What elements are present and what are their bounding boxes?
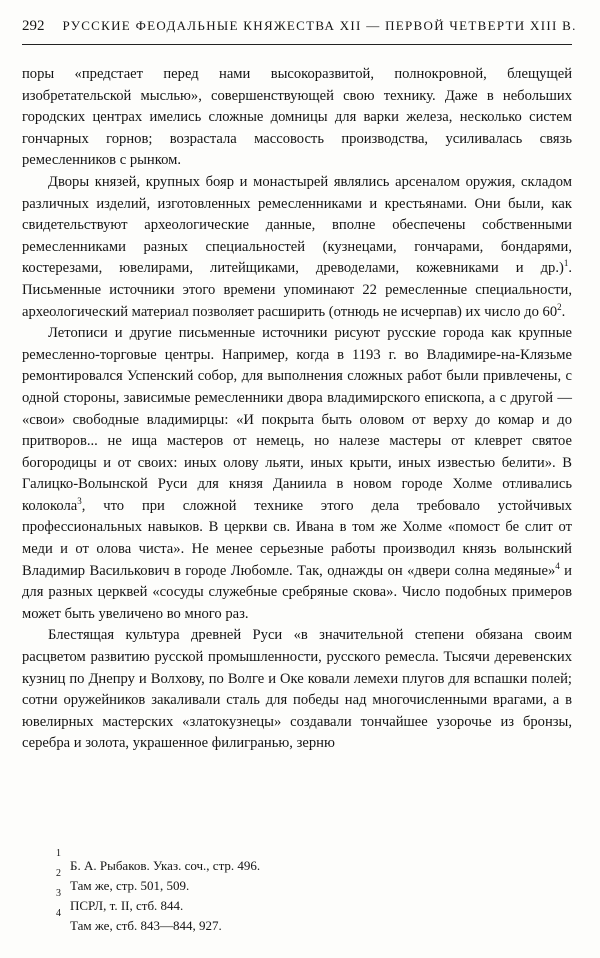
paragraph-3-text-cont: , что при сложной технике этого дела требовало устойчивых профессиональных навыков. В церкви св. Ивана в том же Холме «помост бе слит от меди и от олова чиста». Не менее серьезные работы производил князь волынский Владимир Василькович в городе Любомле. Так, однажды он «двери солна медяные» (22, 497, 572, 579)
footnote-1: 1 Б. А. Рыбаков. Указ. соч., стр. 496. (22, 856, 572, 876)
footnote-3: 3 ПСРЛ, т. II, стб. 844. (22, 896, 572, 916)
paragraph-4 (22, 625, 572, 755)
running-title: РУССКИЕ ФЕОДАЛЬНЫЕ КНЯЖЕСТВА XII — ПЕРВОЙ ЧЕТВЕРТИ XIII В. (62, 18, 577, 33)
footnote-2: 2 Там же, стр. 501, 509. (22, 876, 572, 896)
paragraph-4-text: Блестящая культура древней Руси «в значительной степени обязана своим расцветом развитию русской промышленности, русского ремесла. Тысячи деревенских кузниц по Днепру и Волхову, по Волге и Оке ковали лемехи плугов для вспашки полей; сотни оружейников закаливали сталь для победы над многочисленными врагами, а в ювелирных мастерских «златокузнецы» создавали тончайшее узорочье из бронзы, серебра и золота, украшенное филигранью, зерню (22, 627, 572, 752)
paragraph-2-text-end: . (561, 303, 566, 320)
page-number: 292 (22, 18, 45, 34)
footnote-ref-2[interactable]: 2 (557, 301, 562, 312)
footnote-ref-1[interactable]: 1 (563, 258, 569, 269)
paragraph-2-text-cont: . Письменные источники этого времени упоминают 22 ремесленные специальности, археологический материал позволяет расширить (отнюдь не исчерпав) их число до 60 (22, 260, 572, 320)
footnote-text: ПСРЛ, т. II, стб. 844. (70, 898, 184, 913)
footnote-4: 4 Там же, стб. 843—844, 927. (22, 916, 572, 936)
footnote-ref-3[interactable]: 3 (77, 496, 82, 507)
body-text (22, 64, 572, 755)
footnotes (22, 848, 572, 936)
footnote-text: Б. А. Рыбаков. Указ. соч., стр. 496. (70, 858, 261, 873)
footnote-text: Там же, стр. 501, 509. (70, 878, 190, 893)
footnote-ref-4[interactable]: 4 (555, 560, 560, 571)
paragraph-3-text-end: и для разных церквей «сосуды служебные сребряные скова». Число подобных примеров может быть увеличено во много раз. (22, 562, 572, 622)
paragraph-2 (22, 172, 572, 323)
page-header (22, 18, 577, 40)
paragraph-3 (22, 323, 572, 625)
paragraph-1 (22, 64, 572, 172)
header-rule (22, 44, 572, 45)
footnote-text: Там же, стб. 843—844, 927. (70, 918, 222, 933)
paragraph-2-text: Дворы князей, крупных бояр и монастырей являлись арсеналом оружия, складом различных изделий, изготовленных ремесленниками и крестьянами. Они были, как свидетельствуют археологические данные, вполне обеспечены собственными ремесленниками разных специальностей (кузнецами, гончарами, бондарями, костерезами, ювелирами, литейщиками, древоделами, кожевниками и др.) (22, 173, 572, 277)
paragraph-3-text: Летописи и другие письменные источники рисуют русские города как крупные ремесленно-торговые центры. Например, когда в 1193 г. во Владимире-на-Клязьме ремонтировался Успенский собор, для выполнения сложных работ были привлечены, с одной стороны, зависимые ремесленники двора владимирского епископа, а с другой — «свои» свободные владимирцы: «И покрыта быть оловом от верху до комар и до притворов... не ища мастеров от немець, но налезе мастеры от клеврет святое богородицы и от своих: иных олову льяти, иных крыти, иных известью белити». В Галицко-Волынской Руси для князя Даниила в новом городе Холме отливались колокола (22, 325, 572, 514)
paragraph-1-text: поры «предстает перед нами высокоразвитой, полнокровной, блещущей изобретательской мыслью», совершенствующей свою технику. Даже в небольших городских центрах имелись сложные домницы для варки железа, несколько систем гончарных горнов; возрастала массовость производства, усиливалась связь ремесленников с рынком. (22, 66, 572, 169)
